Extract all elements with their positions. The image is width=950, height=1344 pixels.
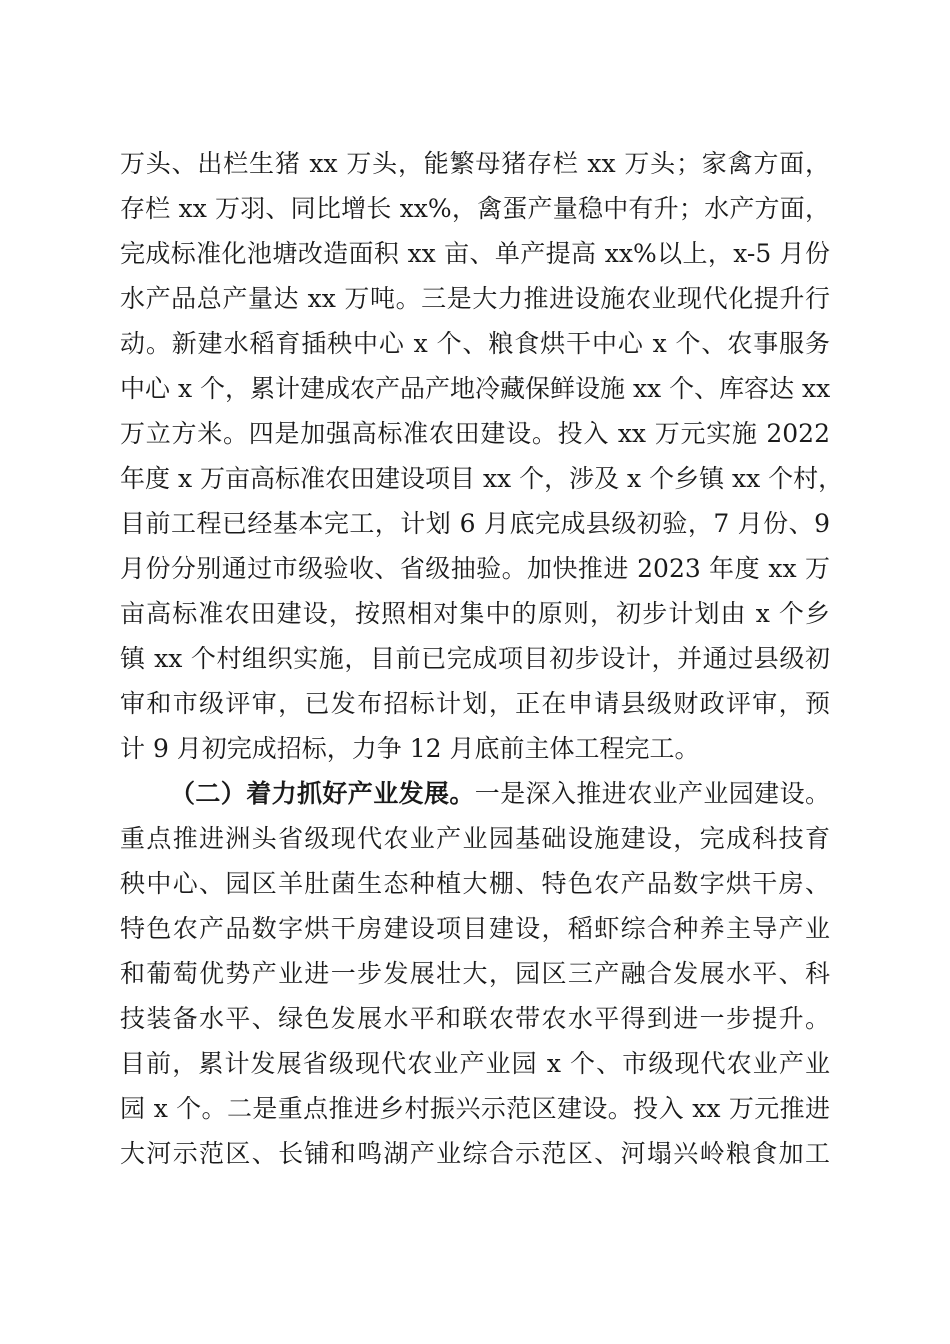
paragraph-line: 园 x 个。二是重点推进乡村振兴示范区建设。投入 xx 万元推进: [120, 1094, 830, 1123]
paragraph-line: 中心 x 个，累计建成农产品产地冷藏保鲜设施 xx 个、库容达 xx: [120, 374, 831, 403]
paragraph-line: 年度 x 万亩高标准农田建设项目 xx 个，涉及 x 个乡镇 xx 个村，: [120, 464, 844, 493]
paragraph-line: 月份分别通过市级验收、省级抽验。加快推进 2023 年度 xx 万: [120, 554, 830, 583]
paragraph-line: 审和市级评审，已发布招标计划，正在申请县级财政评审，预: [120, 689, 830, 718]
paragraph-line: 秧中心、园区羊肚菌生态种植大棚、特色农产品数字烘干房、: [120, 869, 830, 898]
section-heading-line: [170, 774, 830, 814]
paragraph-line: 亩高标准农田建设，按照相对集中的原则，初步计划由 x 个乡: [120, 599, 830, 628]
paragraph-line: 计 9 月初完成招标，力争 12 月底前主体工程完工。: [120, 734, 700, 763]
paragraph-line: 水产品总产量达 xx 万吨。三是大力推进设施农业现代化提升行: [120, 284, 830, 313]
paragraph-line: 万头、出栏生猪 xx 万头，能繁母猪存栏 xx 万头；家禽方面，: [120, 149, 830, 178]
paragraph-line: 目前，累计发展省级现代农业产业园 x 个、市级现代农业产业: [120, 1049, 830, 1078]
section-heading: （二）着力抓好产业发展。: [170, 779, 475, 808]
section-heading-rest: 一是深入推进农业产业园建设。: [474, 779, 830, 808]
paragraph-line: 和葡萄优势产业进一步发展壮大，园区三产融合发展水平、科: [120, 959, 830, 988]
paragraph-line: 镇 xx 个村组织实施，目前已完成项目初步设计，并通过县级初: [120, 644, 830, 673]
paragraph-line: 大河示范区、长铺和鸣湖产业综合示范区、河塌兴岭粮食加工: [120, 1139, 830, 1168]
paragraph-line: 目前工程已经基本完工，计划 6 月底完成县级初验，7 月份、9: [120, 509, 830, 538]
paragraph-line: 动。新建水稻育插秧中心 x 个、粮食烘干中心 x 个、农事服务: [120, 329, 830, 358]
paragraph-line: 技装备水平、绿色发展水平和联农带农水平得到进一步提升。: [120, 1004, 830, 1033]
paragraph-line: 完成标准化池塘改造面积 xx 亩、单产提高 xx%以上，x-5 月份: [120, 239, 830, 268]
paragraph-line: 重点推进洲头省级现代农业产业园基础设施建设，完成科技育: [120, 824, 830, 853]
paragraph-line: 万立方米。四是加强高标准农田建设。投入 xx 万元实施 2022: [120, 419, 830, 448]
paragraph-line: 特色农产品数字烘干房建设项目建设，稻虾综合种养主导产业: [120, 914, 830, 943]
paragraph-line: 存栏 xx 万羽、同比增长 xx%，禽蛋产量稳中有升；水产方面，: [120, 194, 830, 223]
